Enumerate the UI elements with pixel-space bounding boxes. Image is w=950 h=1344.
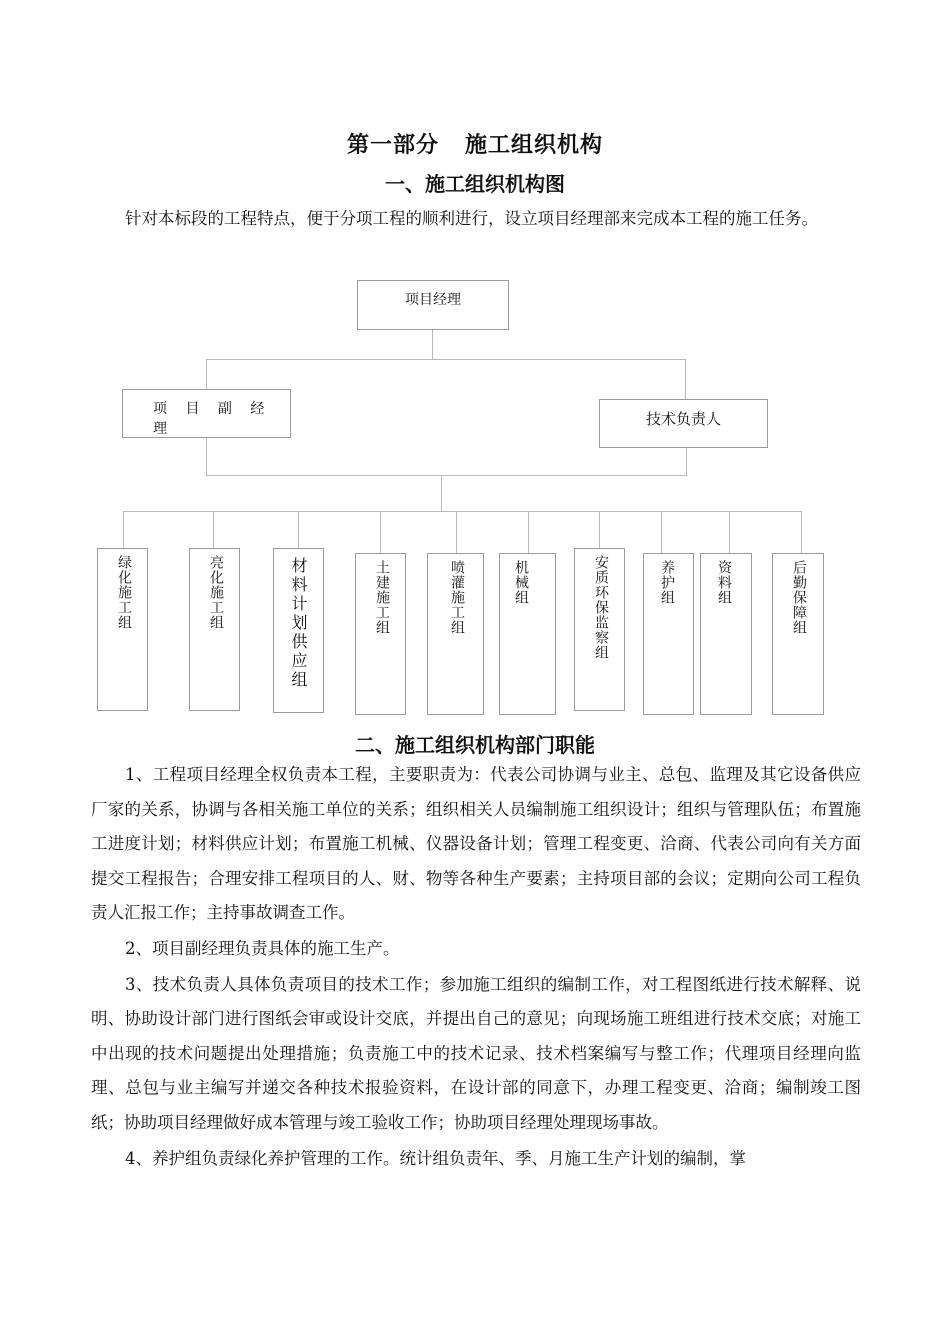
org-box-greening-group [97,548,148,711]
section-heading-duties: 二、施工组织机构部门职能 [355,733,595,757]
org-box-label: 后勤保障组 [791,560,807,635]
org-box-label: 绿化施工组 [116,555,132,630]
org-box-label: 技术负责人 [645,410,721,428]
org-box-maintenance-group [643,553,694,715]
org-box-machinery-group [499,553,556,715]
org-box-materials-group [273,548,324,713]
org-box-documents-group [700,553,752,715]
duties-text [91,758,861,1176]
duty-paragraph-2: 2、项目副经理负责具体的施工生产。 [125,938,400,958]
org-box-label: 喷灌施工组 [449,560,465,635]
org-box-lighting-group [189,548,240,711]
org-box-project-manager [357,280,509,330]
org-box-safety-quality-group [574,548,625,711]
org-box-label: 土建施工组 [374,560,390,635]
page-title: 第一部分 施工组织机构 [346,133,604,158]
intro-paragraph: 针对本标段的工程特点，便于分项工程的顺利进行，设立项目经理部来完成本工程的施工任务。 [125,209,818,228]
duty-paragraph-4: 4、养护组负责绿化养护管理的工作。统计组负责年、季、月施工生产计划的编制，掌 [125,1148,746,1168]
org-box-logistics-group [772,553,824,715]
org-box-label: 项目经理 [405,292,461,308]
org-box-civil-group [355,553,406,715]
org-box-label: 材料计划供应组 [289,557,308,690]
org-box-label: 安质环保监察组 [593,555,609,660]
duty-paragraph-3: 3、技术负责人具体负责项目的技术工作；参加施工组织的编制工作，对工程图纸进行技术解释、说明、协助设计部门进行图纸会审或设计交底，并提出自己的意见；向现场施工班组进行技术交底；对施工中出现的技术问题提出处理措施；负责施工中的技术记录、技术档案编写与整工作；代理项目经理向监理、总包与业主编写并递交各种技术报验资料，在设计部的同意下，办理工程变更、洽商；编制竣工图纸；协助项目经理做好成本管理与竣工验收工作；协助项目经理处理现场事故。 [91,974,861,1132]
org-box-label: 项 目 副 经 理 [153,401,272,437]
duty-paragraph-1: 1、工程项目经理全权负责本工程，主要职责为：代表公司协调与业主、总包、监理及其它设备供应厂家的关系，协调与各相关施工单位的关系；组织相关人员编制施工组织设计；组织与管理队伍；布置施工进度计划；材料供应计划；布置施工机械、仪器设备计划；管理工程变更、洽商、代表公司向有关方面提交工程报告；合理安排工程项目的人、财、物等各种生产要素；主持项目部的会议；定期向公司工程负责人汇报工作；主持事故调查工作。 [91,765,861,923]
org-box-technical-lead [599,399,768,448]
org-box-label: 亮化施工组 [208,555,224,630]
org-box-label: 养护组 [659,560,675,605]
section-heading-org-chart: 一、施工组织机构图 [385,172,565,196]
org-box-label: 资料组 [716,560,732,605]
org-box-deputy-manager [122,389,291,438]
org-box-irrigation-group [427,553,484,715]
org-box-label: 机械组 [513,560,529,605]
